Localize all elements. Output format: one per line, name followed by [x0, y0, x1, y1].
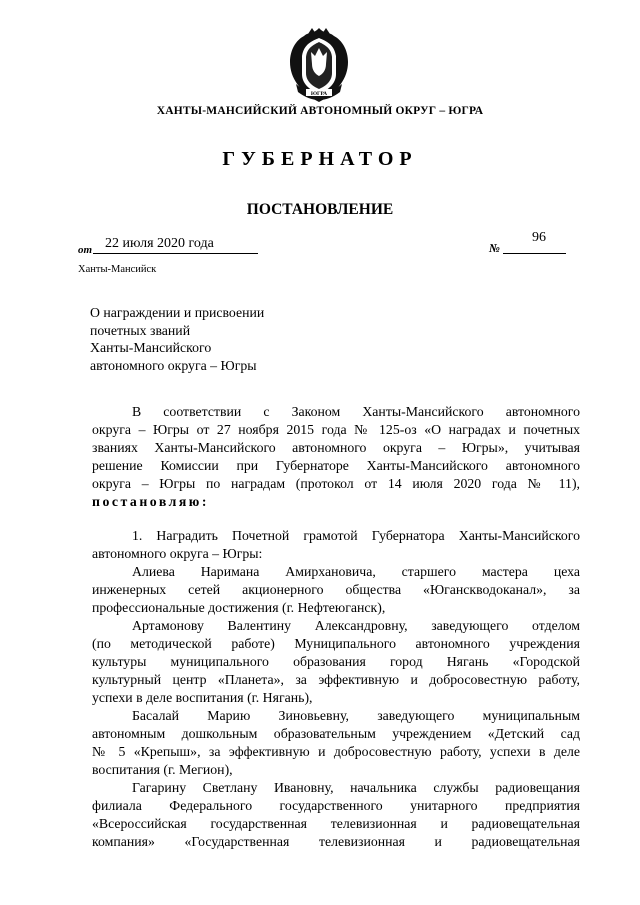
document-city: Ханты-Мансийск	[78, 264, 157, 275]
awardee-line: компания» «Государственная телевизионная и радиовещательная	[92, 834, 580, 849]
awardee-line: инженерных сетей акционерного общества «Юганскводоканал», за	[92, 582, 580, 597]
document-subject	[90, 304, 350, 374]
document-date: 22 июля 2020 года	[105, 236, 214, 251]
awardee-line: (по методической работе) Муниципального автономного учреждения	[92, 636, 580, 651]
awardee-line: воспитания (г. Мегион),	[92, 762, 233, 777]
awardee-line: № 5 «Крепыш», за эффективную и добросовестную работу, успехи в деле	[92, 744, 580, 759]
subject-line: Ханты-Мансийского	[90, 340, 212, 355]
number-underline	[503, 253, 566, 254]
authority-title: ГУБЕРНАТОР	[222, 148, 418, 170]
subject-line: автономного округа – Югры	[90, 357, 257, 373]
awardee-line: культуры муниципального образования город Нягань «Городской	[92, 654, 580, 669]
document-number: 96	[532, 230, 546, 245]
awardee-line: «Всероссийская государственная телевизионная и радиовещательная	[92, 816, 580, 831]
awardee-line: Алиева Наримана Амирхановича, старшего мастера цеха	[132, 564, 580, 579]
emblem-ribbon-text: ЮГРА	[310, 91, 328, 97]
awardee-line: профессиональные достижения (г. Нефтеюганск),	[92, 600, 386, 615]
awardee-line: автономным дошкольным образовательным учреждением «Детский сад	[92, 726, 580, 741]
subject-line: почетных званий	[90, 322, 191, 338]
resolve-word: постановляю:	[92, 494, 209, 509]
awardee-line: успехи в деле воспитания (г. Нягань),	[92, 690, 313, 705]
date-underline	[93, 253, 258, 254]
preamble-line: решение Комиссии при Губернаторе Ханты-Мансийского автономного	[92, 458, 580, 473]
preamble-line: округа – Югры от 27 ноября 2015 года № 125-оз «О наградах и почетных	[92, 422, 580, 437]
region-title: ХАНТЫ-МАНСИЙСКИЙ АВТОНОМНЫЙ ОКРУГ – ЮГРА	[156, 105, 484, 117]
document-type-title: ПОСТАНОВЛЕНИЕ	[246, 201, 394, 218]
item-line: автономного округа – Югры:	[92, 546, 263, 561]
item-line: 1. Наградить Почетной грамотой Губернатора Ханты-Мансийского	[132, 528, 580, 543]
date-prefix-label: от	[78, 244, 93, 256]
awardee-line: Артамонову Валентину Александровну, заведующего отделом	[132, 618, 580, 633]
subject-line: О награждении и присвоении	[90, 305, 265, 320]
coat-of-arms-emblem	[284, 26, 354, 106]
preamble-line: званиях Ханты-Мансийского автономного округа – Югры», учитывая	[92, 440, 580, 455]
awardee-line: Гагарину Светлану Ивановну, начальника службы радиовещания	[132, 780, 580, 795]
preamble-line: В соответствии с Законом Ханты-Мансийского автономного	[132, 404, 580, 419]
awardee-line: культурный центр «Планета», за эффективную и добросовестную работу,	[92, 672, 580, 687]
awardee-line: Басалай Марию Зиновьевну, заведующего муниципальным	[132, 708, 580, 723]
preamble-line: округа – Югры по наградам (протокол от 14 июля 2020 года № 11),	[92, 476, 580, 491]
awardee-line: филиала Федерального государственного унитарного предприятия	[92, 798, 580, 813]
number-label: №	[489, 241, 500, 255]
